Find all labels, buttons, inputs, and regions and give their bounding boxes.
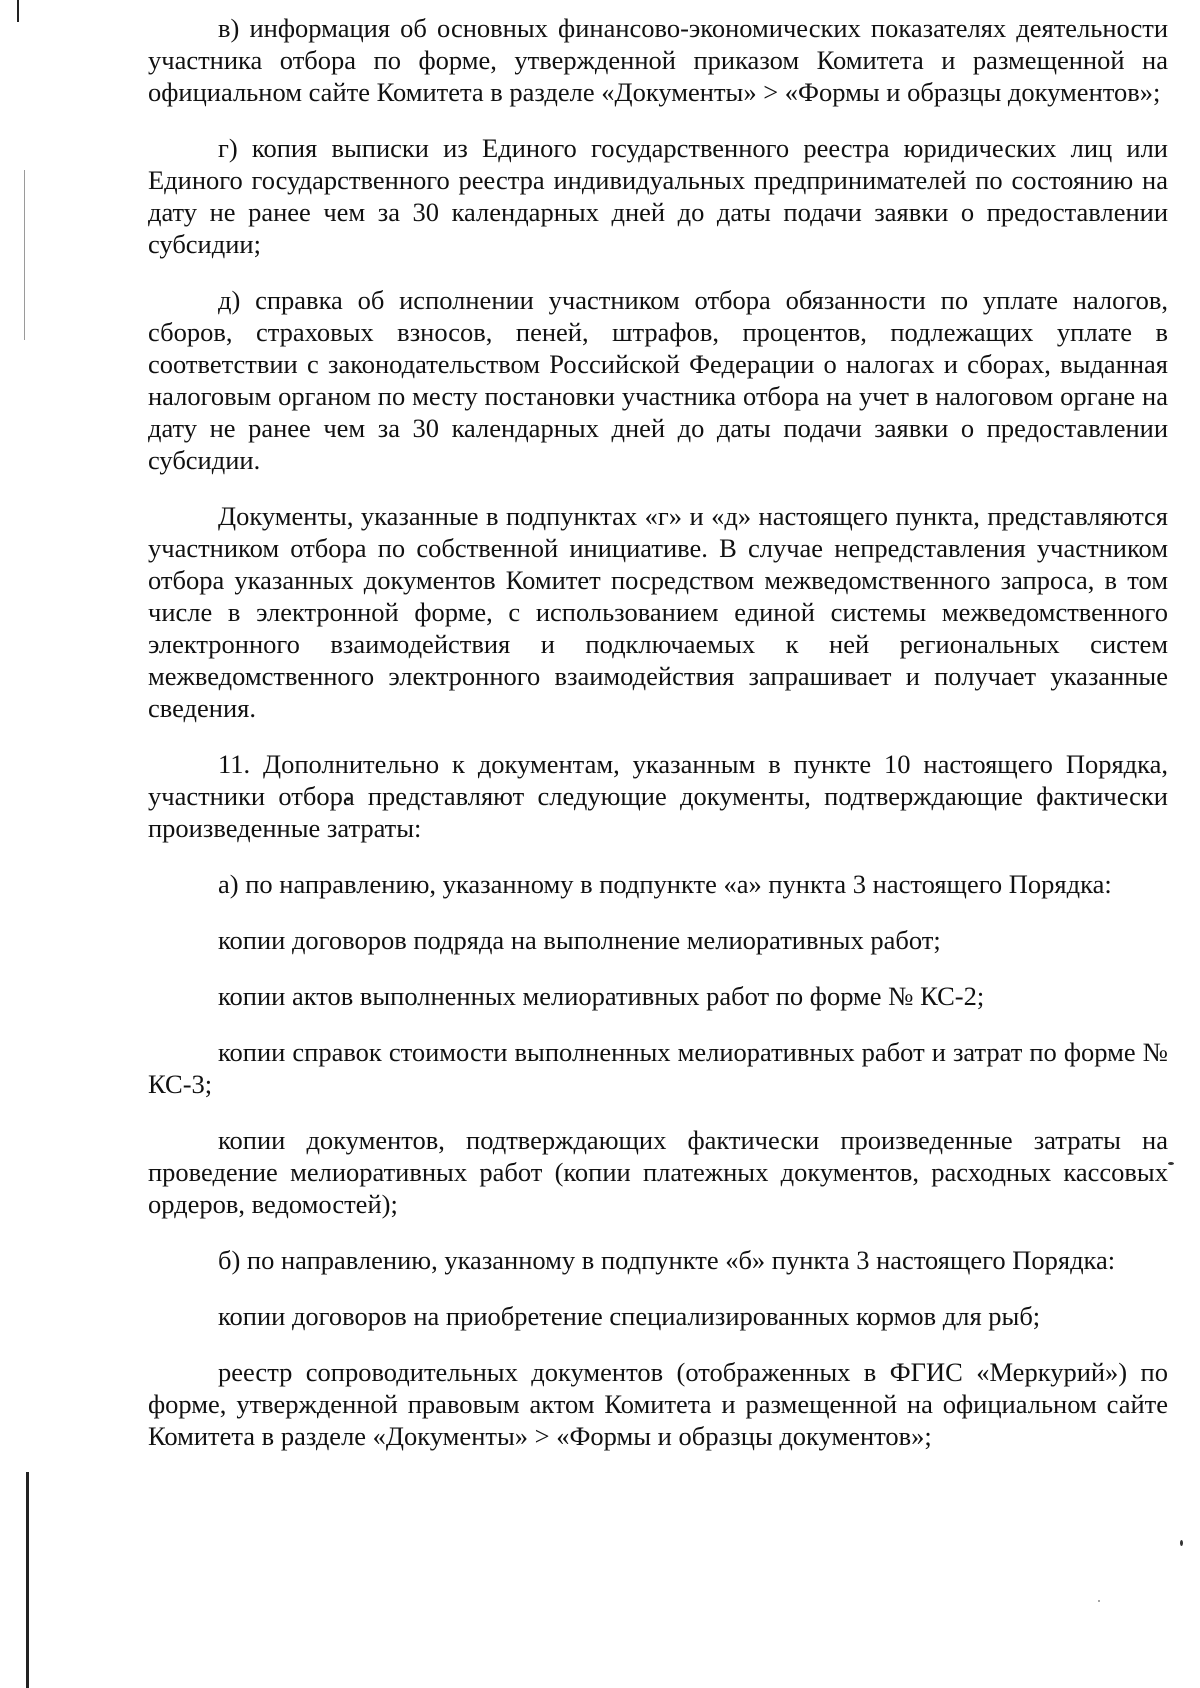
scan-edge-mark bbox=[17, 0, 19, 22]
scan-edge-mark bbox=[24, 170, 25, 340]
paragraph-documents-initiative: Документы, указанные в подпунктах «г» и «д» настоящего пункта, представляются участником отбора по собственной инициативе. В случае непредставления участником отбора указанных документов Комитет посредством межведомственного запроса, в том числе в электронной форме, с использованием единой системы межведомственного электронного взаимодействия и подключаемых к ней региональных систем межведомственного электронного взаимодействия запрашивает и получает указанные сведения. bbox=[148, 501, 1168, 723]
scan-speck bbox=[1168, 1162, 1174, 1165]
list-item-expense-documents: копии документов, подтверждающих фактически произведенные затраты на проведение мелиоративных работ (копии платежных документов, расходных кассовых ордеров, ведомостей); bbox=[148, 1125, 1168, 1219]
list-item-contracts: копии договоров подряда на выполнение мелиоративных работ; bbox=[218, 925, 941, 955]
list-item-feed-contracts: копии договоров на приобретение специализированных кормов для рыб; bbox=[218, 1301, 1041, 1331]
list-item-ks2-acts: копии актов выполненных мелиоративных работ по форме № КС-2; bbox=[218, 981, 985, 1011]
scan-speck bbox=[1180, 1540, 1183, 1546]
scan-edge-mark bbox=[26, 1472, 29, 1688]
paragraph-b-direction: б) по направлению, указанному в подпункте «б» пункта 3 настоящего Порядка: bbox=[218, 1245, 1116, 1275]
paragraph-d-tax-certificate: д) справка об исполнении участником отбора обязанности по уплате налогов, сборов, страховых взносов, пеней, штрафов, процентов, подлежащих уплате в соответствии с законодательством Российской Федерации о налогах и сборах, выданная налоговым органом по месту постановки участника отбора на учет в налоговом органе на дату не ранее чем за 30 календарных дней до даты подачи заявки о предоставлении субсидии. bbox=[148, 285, 1168, 475]
list-item-ks3-certificates: копии справок стоимости выполненных мелиоративных работ и затрат по форме № КС-3; bbox=[148, 1037, 1168, 1099]
document-body bbox=[148, 12, 1168, 1452]
paragraph-v-financial-info: в) информация об основных финансово-экономических показателях деятельности участника отбора по форме, утвержденной приказом Комитета и размещенной на официальном сайте Комитета в разделе «Документы» > «Формы и образцы документов»; bbox=[148, 13, 1168, 107]
paragraph-g-registry-extract: г) копия выписки из Единого государственного реестра юридических лиц или Единого государственного реестра индивидуальных предпринимателей по состоянию на дату не ранее чем за 30 календарных дней до даты подачи заявки о предоставлении субсидии; bbox=[148, 133, 1168, 259]
paragraph-a-direction: а) по направлению, указанному в подпункте «а» пункта 3 настоящего Порядка: bbox=[218, 869, 1112, 899]
scan-speck bbox=[1098, 1600, 1100, 1602]
paragraph-11-additional-documents: 11. Дополнительно к документам, указанным в пункте 10 настоящего Порядка, участники отбора представляют следующие документы, подтверждающие фактически произведенные затраты: bbox=[148, 749, 1168, 843]
list-item-mercury-registry: реестр сопроводительных документов (отображенных в ФГИС «Меркурий») по форме, утвержденной правовым актом Комитета и размещенной на официальном сайте Комитета в разделе «Документы» > «Формы и образцы документов»; bbox=[148, 1357, 1168, 1451]
